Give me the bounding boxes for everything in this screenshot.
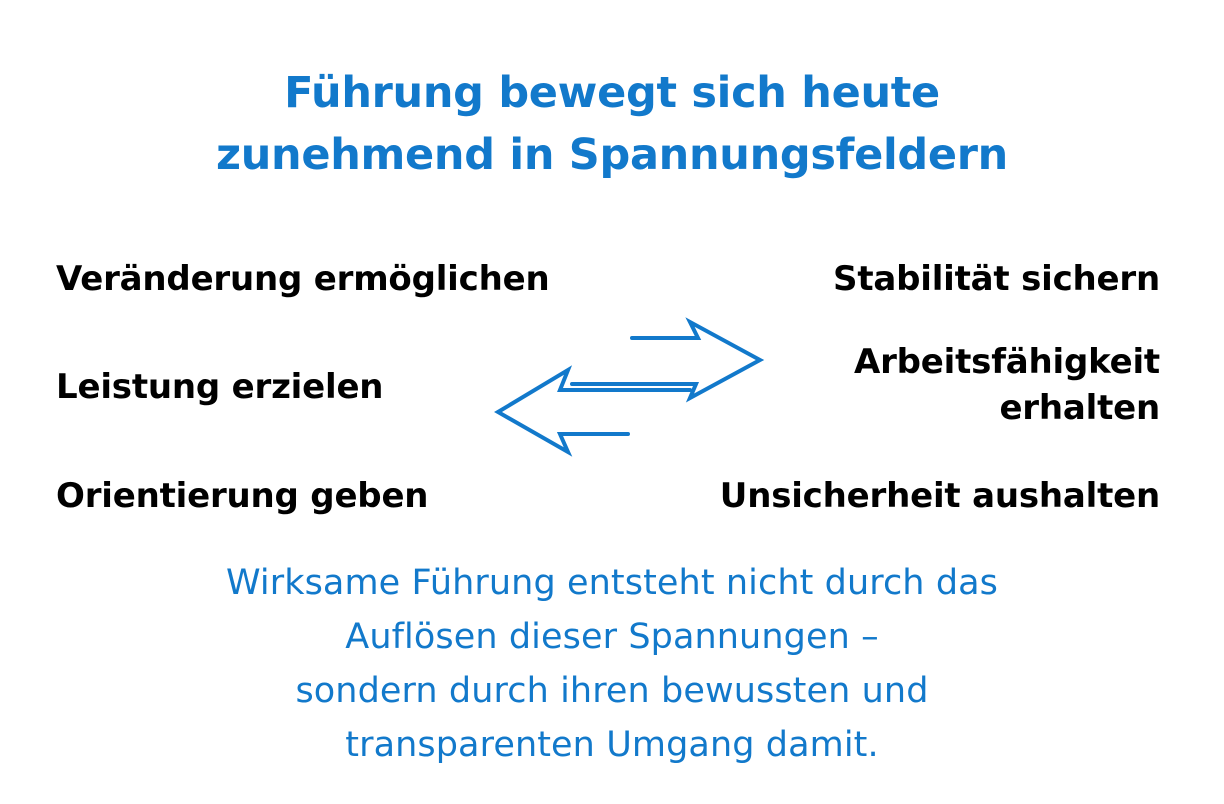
term-uncertainty: Unsicherheit aushalten (719, 476, 1160, 516)
term-stability: Stabilität sichern (833, 259, 1160, 299)
footer-statement (0, 556, 1224, 772)
arrow-right-icon (572, 322, 760, 398)
term-change: Veränderung ermöglichen (56, 259, 550, 299)
title-line-2: zunehmend in Spannungsfeldern (216, 130, 1008, 180)
footer-line-1: Wirksame Führung entsteht nicht durch das (225, 563, 999, 603)
term-performance: Leistung erzielen (56, 367, 384, 407)
term-work-ability-line-2: erhalten (999, 388, 1160, 428)
term-work-ability-line-1: Arbeitsfähigkeit (853, 342, 1160, 382)
page-title (0, 62, 1224, 186)
term-work-ability (854, 339, 1160, 431)
title-line-1: Führung bewegt sich heute (284, 68, 940, 118)
footer-line-4: transparenten Umgang damit. (345, 725, 879, 765)
footer-line-2: Auflösen dieser Spannungen – (345, 617, 879, 657)
term-orientation: Orientierung geben (56, 476, 429, 516)
bidirectional-arrows-icon (490, 312, 780, 462)
footer-line-3: sondern durch ihren bewussten und (295, 671, 929, 711)
